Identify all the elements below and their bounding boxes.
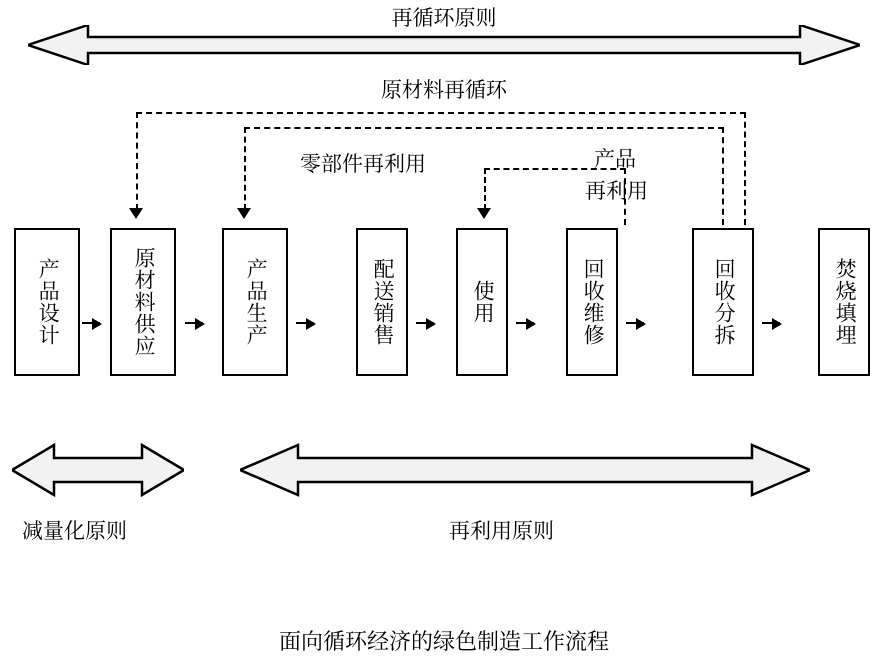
parts-reuse-line-right bbox=[722, 127, 724, 225]
material-recycle-label: 原材料再循环 bbox=[381, 79, 507, 102]
process-box-distribute-label: 配送销售 bbox=[371, 258, 395, 346]
process-box-disassemble-label: 回收分拆 bbox=[712, 258, 736, 346]
parts-reuse-arrowhead bbox=[237, 208, 251, 219]
process-box-use-label: 使用 bbox=[471, 280, 495, 324]
product-reuse-arrowhead bbox=[477, 208, 491, 219]
material-recycle-arrowhead bbox=[129, 208, 143, 219]
recycle-principle-arrow bbox=[28, 25, 860, 65]
parts-reuse-line-top bbox=[244, 127, 724, 129]
flow-arrow-use-to-repair bbox=[516, 322, 534, 324]
top-principle-label: 再循环原则 bbox=[391, 7, 497, 30]
material-recycle-line-right bbox=[744, 112, 746, 225]
product-reuse-line-right bbox=[624, 168, 626, 225]
flow-arrow-design-to-supply bbox=[82, 322, 100, 324]
process-box-production-label: 产品生产 bbox=[244, 258, 268, 346]
product-reuse-label-line1: 产品 bbox=[594, 148, 636, 171]
process-box-design[interactable] bbox=[14, 228, 80, 376]
process-box-distribute[interactable] bbox=[356, 228, 408, 376]
process-box-repair-label: 回收维修 bbox=[581, 258, 605, 346]
process-box-landfill[interactable] bbox=[818, 228, 870, 376]
flow-arrow-distribute-to-use bbox=[416, 322, 434, 324]
process-box-supply[interactable] bbox=[110, 228, 176, 376]
product-reuse-label-line2: 再利用 bbox=[585, 180, 648, 203]
reuse-principle-arrow bbox=[240, 443, 810, 497]
process-box-disassemble[interactable] bbox=[692, 228, 754, 376]
process-box-repair[interactable] bbox=[566, 228, 618, 376]
process-box-supply-label: 原材料供应 bbox=[132, 247, 156, 357]
flow-arrow-repair-to-disassemble bbox=[626, 322, 644, 324]
process-box-production[interactable] bbox=[222, 228, 288, 376]
parts-reuse-label: 零部件再利用 bbox=[300, 153, 426, 176]
reduce-principle-arrow bbox=[12, 443, 184, 497]
diagram-caption: 面向循环经济的绿色制造工作流程 bbox=[278, 629, 609, 654]
process-box-design-label: 产品设计 bbox=[36, 258, 60, 346]
material-recycle-line-left bbox=[136, 112, 138, 210]
product-reuse-line-left bbox=[484, 168, 486, 210]
flow-arrow-disassemble-to-landfill bbox=[762, 322, 780, 324]
flow-arrow-production-to-distribute bbox=[296, 322, 314, 324]
process-box-landfill-label: 焚烧填埋 bbox=[833, 258, 857, 346]
reuse-principle-label: 再利用原则 bbox=[449, 520, 554, 543]
flow-arrow-supply-to-production bbox=[185, 322, 203, 324]
parts-reuse-line-left bbox=[244, 127, 246, 210]
material-recycle-line-top bbox=[136, 112, 746, 114]
reduce-principle-label: 减量化原则 bbox=[22, 520, 127, 543]
product-reuse-line-top bbox=[484, 168, 626, 170]
process-box-use[interactable] bbox=[456, 228, 508, 376]
